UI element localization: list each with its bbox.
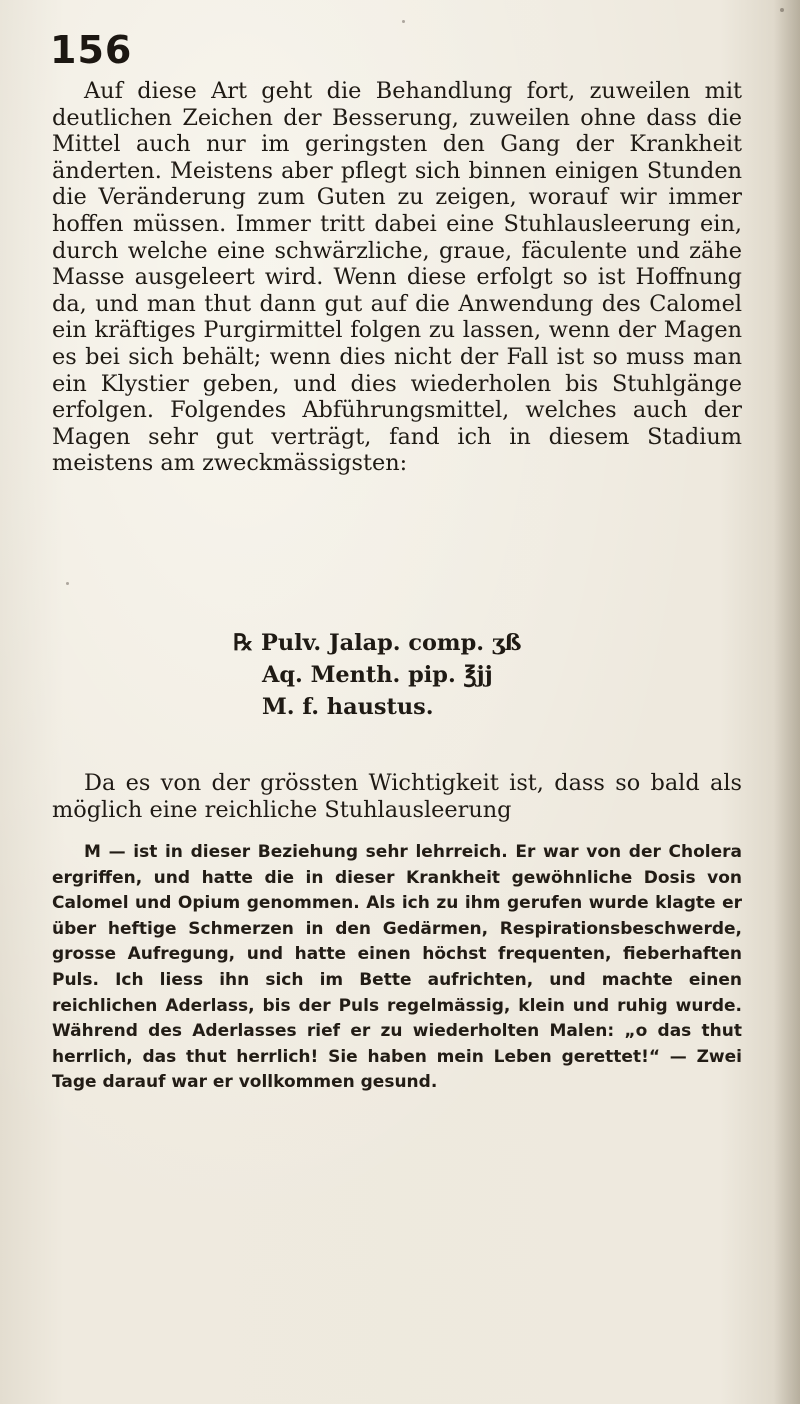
print-speck [66,582,69,585]
prescription-block [233,627,522,723]
page-edge-shadow [774,0,800,1404]
main-paragraph [52,78,742,477]
prescription-ingredient-1: Pulv. Jalap. comp. ʒß [261,630,522,656]
print-speck [402,20,405,23]
footnote-text: M — ist in dieser Beziehung sehr lehrreich. Er war von der Cholera ergriffen, und hatte die in dieser Krankheit gewöhnliche Dosis von Calomel und Opium genommen. Als ich zu ihm gerufen wurde klagte er über heftige Schmerzen in den Gedärmen, Respirationsbeschwerde, grosse Aufregung, und hatte einen höchst frequenten, fieberhaften Puls. Ich liess ihn sich im Bette aufrichten, und machte einen reichlichen Aderlass, bis der Puls regelmässig, klein und ruhig wurde. Während des Aderlasses rief er zu wiederholten Malen: „o das thut herrlich, das thut herrlich! Sie haben mein Leben gerettet!“ — Zwei Tage darauf war er vollkommen gesund. [52,842,742,1093]
prescription-line-1 [233,627,522,659]
second-paragraph [52,770,742,823]
second-paragraph-text: Da es von der grössten Wichtigkeit ist, dass so bald als möglich eine reichliche Stuhlausleerung [52,770,742,823]
footnote [52,840,742,1096]
print-speck [780,8,784,12]
prescription-instruction: M. f. haustus. [262,694,434,720]
prescription-ingredient-2: Aq. Menth. pip. ℥jj [262,662,493,688]
main-paragraph-text: Auf diese Art geht die Behandlung fort, zuweilen mit deutlichen Zeichen der Besserung, zuweilen ohne dass die Mittel auch nur im geringsten den Gang der Krankheit änderten. Meistens aber pflegt sich binnen einigen Stunden die Veränderung zum Guten zu zeigen, worauf wir immer hoffen müssen. Immer tritt dabei eine Stuhlausleerung ein, durch welche eine schwärzliche, graue, fäculente und zähe Masse ausgeleert wird. Wenn diese erfolgt so ist Hoffnung da, und man thut dann gut auf die Anwendung des Calomel ein kräftiges Purgirmittel folgen zu lassen, wenn der Magen es bei sich behält; wenn dies nicht der Fall ist so muss man ein Klystier geben, und dies wiederholen bis Stuhlgänge erfolgen. Folgendes Abführungsmittel, welches auch der Magen sehr gut verträgt, fand ich in diesem Stadium meistens am zweckmässigsten: [52,78,742,477]
recipe-symbol: ℞ [233,630,254,656]
page-number: 156 [50,28,133,72]
